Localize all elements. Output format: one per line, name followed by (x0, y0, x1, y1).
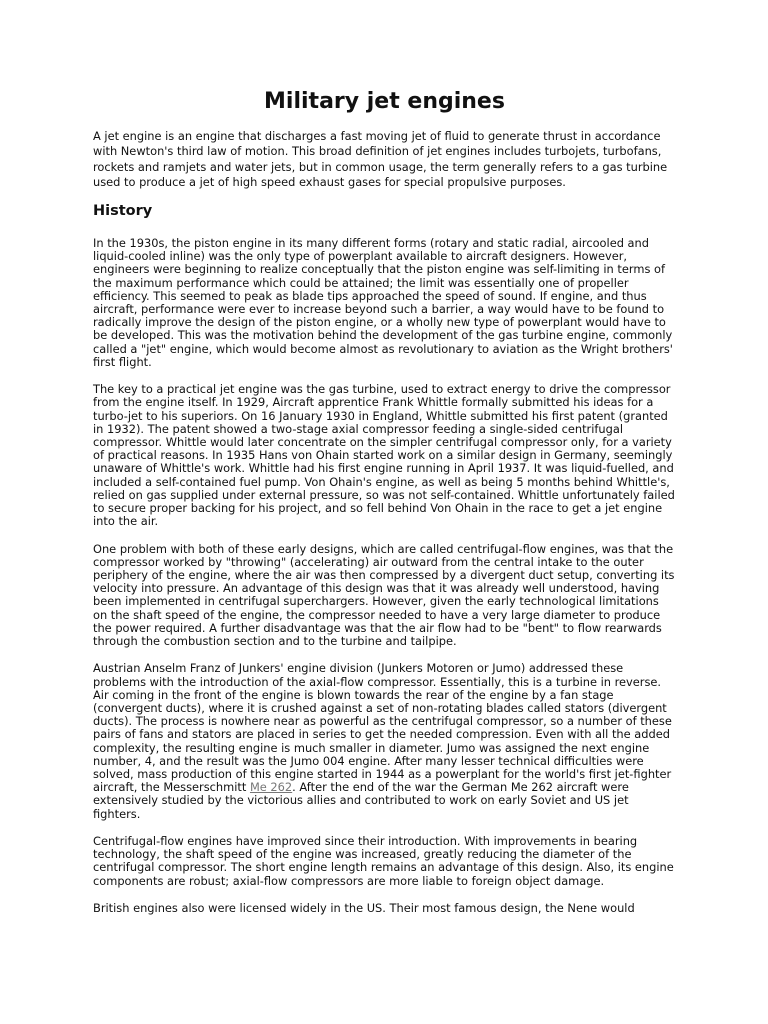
history-section-body (93, 237, 676, 929)
paragraph-axial-flow (93, 662, 676, 820)
paragraph-centrifugal-flow: One problem with both of these early designs, which are called centrifugal-flow engines, was that the compressor worked by "throwing" (accelerating) air outward from the central intake to the outer periphery of the engine, where the air was then compressed by a divergent duct setup, converting its velocity into pressure. An advantage of this design was that it was already well understood, having been implemented in centrifugal superchargers. However, given the early technological limitations on the shaft speed of the engine, the compressor needed to have a very large diameter to produce the power required. A further disadvantage was that the air flow had to be "bent" to flow rearwards through the combustion section and to the turbine and tailpipe. (93, 541, 675, 649)
paragraph-piston-engine: In the 1930s, the piston engine in its many different forms (rotary and static radial, aircooled and liquid-cooled inline) was the only type of powerplant available to aircraft designers. However, engineers were beginning to realize conceptually that the piston engine was self-limiting in terms of the maximum performance which could be attained; the limit was essentially one of propeller efficiency. This seemed to peak as blade tips approached the speed of sound. If engine, and thus aircraft, performance were ever to increase beyond such a barrier, a way would have to be found to radically improve the design of the piston engine, or a wholly new type of powerplant would have to be developed. This was the motivation behind the development of the gas turbine engine, commonly called a "jet" engine, which would become almost as revolutionary to aviation as the Wright brothers' first flight. (93, 236, 673, 369)
axial-flow-text-before: Austrian Anselm Franz of Junkers' engine division (Junkers Motoren or Jumo) addressed these problems with the introduction of the axial-flow compressor. Essentially, this is a turbine in reverse. Air coming in the front of the engine is blown towards the rear of the engine by a fan stage (convergent ducts), where it is crushed against a set of non-rotating blades called stators (divergent ducts). The process is nowhere near as powerful as the centrifugal compressor, so a number of these pairs of fans and stators are placed in series to get the needed compression. Even with all the added complexity, the resulting engine is much smaller in diameter. Jumo was assigned the next engine number, 4, and the result was the Jumo 004 engine. After many lesser technical difficulties were solved, mass production of this engine started in 1944 as a powerplant for the world's first jet-fighter aircraft, the Messerschmitt (93, 661, 672, 795)
paragraph-british-engines: British engines also were licensed widely in the US. Their most famous design, the Nene would (93, 901, 635, 916)
section-heading-history: History (93, 203, 153, 219)
paragraph-improvements: Centrifugal-flow engines have improved since their introduction. With improvements in bearing technology, the shaft speed of the engine was increased, greatly reducing the diameter of the centrifugal compressor. The short engine length remains an advantage of this design. Also, its engine components are robust; axial-flow compressors are more liable to foreign object damage. (93, 834, 674, 888)
me-262-link[interactable]: Me 262 (249, 780, 293, 795)
paragraph-gas-turbine: The key to a practical jet engine was the gas turbine, used to extract energy to drive the compressor from the engine itself. In 1929, Aircraft apprentice Frank Whittle formally submitted his ideas for a turbo-jet to his superiors. On 16 January 1930 in England, Whittle submitted his first patent (granted in 1932). The patent showed a two-stage axial compressor feeding a single-sided centrifugal compressor. Whittle would later concentrate on the simpler centrifugal compressor only, for a variety of practical reasons. In 1935 Hans von Ohain started work on a similar design in Germany, seemingly unaware of Whittle's work. Whittle had his first engine running in April 1937. It was liquid-fuelled, and included a self-contained fuel pump. Von Ohain's engine, as well as being 5 months behind Whittle's, relied on gas supplied under external pressure, so was not self-contained. Whittle unfortunately failed to secure proper backing for his project, and so fell behind Von Ohain in the race to get a jet engine into the air. (93, 382, 675, 529)
axial-flow-text-after: . After the end of the war the German Me 262 aircraft were extensively studied by the victorious allies and contributed to work on early Soviet and US jet fighters. (93, 780, 629, 821)
intro-paragraph: A jet engine is an engine that discharges a fast moving jet of fluid to generate thrust in accordance with Newton's third law of motion. This broad definition of jet engines includes turbojets, turbofans, rockets and ramjets and water jets, but in common usage, the term generally refers to a gas turbine used to produce a jet of high speed exhaust gases for special propulsive purposes. (93, 129, 668, 190)
page-title: Military jet engines (264, 89, 505, 114)
